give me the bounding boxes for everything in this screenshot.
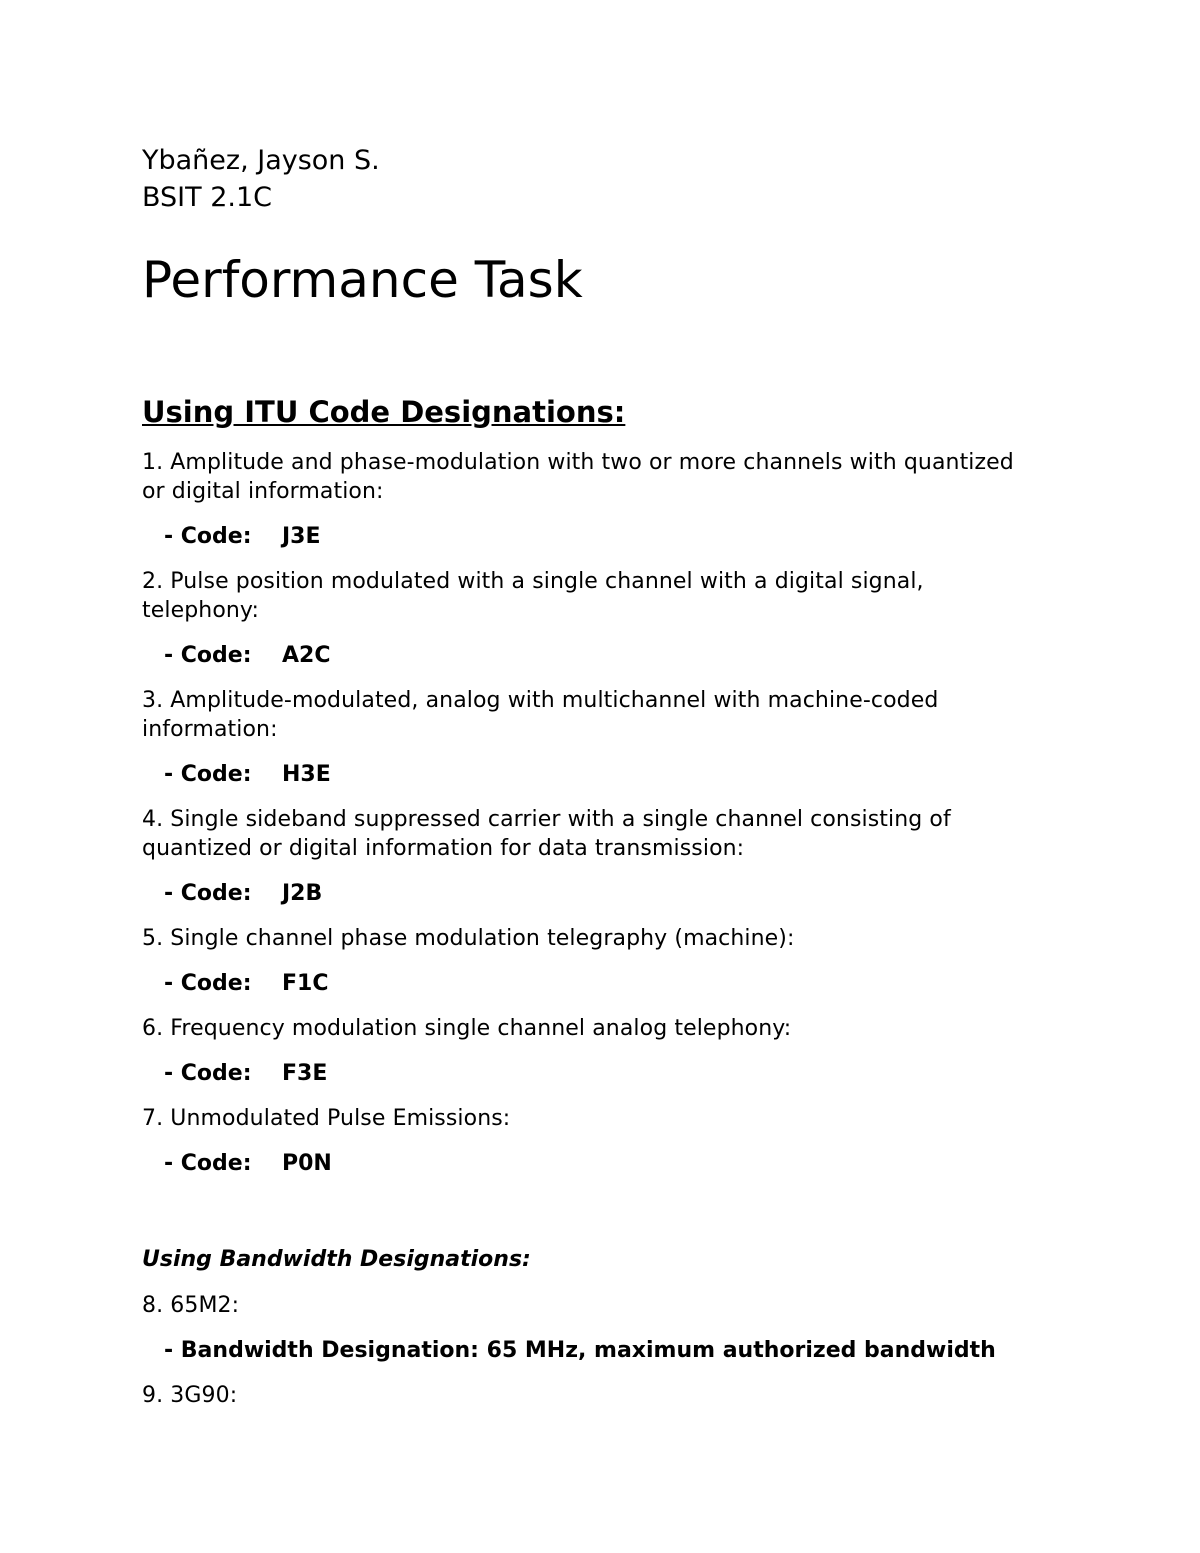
student-class: BSIT 2.1C <box>142 182 273 213</box>
answer-7 <box>164 1149 1042 1178</box>
answer-3 <box>164 760 1042 789</box>
itu-items <box>142 448 1042 1194</box>
answer-5 <box>164 969 1042 998</box>
code-label: - Code: <box>164 1061 252 1086</box>
question-2: 2. Pulse position modulated with a single channel with a digital signal, telephony: <box>142 569 924 623</box>
question-5: 5. Single channel phase modulation telegraphy (machine): <box>142 926 795 951</box>
code-label: - Code: <box>164 971 252 996</box>
answer-code: F3E <box>282 1061 328 1086</box>
question-1: 1. Amplitude and phase-modulation with two or more channels with quantized or digital information: <box>142 450 1014 504</box>
answer-code: H3E <box>282 762 331 787</box>
student-name: Ybañez, Jayson S. <box>142 145 380 176</box>
answer-code: P0N <box>282 1151 332 1176</box>
code-label: - Code: <box>164 643 252 668</box>
bandwidth-items <box>142 1291 1102 1410</box>
document-title: Performance Task <box>142 251 583 309</box>
code-label: - Code: <box>164 762 252 787</box>
code-label: - Code: <box>164 881 252 906</box>
answer-code: A2C <box>282 643 331 668</box>
answer-4 <box>164 879 1042 908</box>
answer-8: - Bandwidth Designation: 65 MHz, maximum authorized bandwidth <box>164 1338 996 1363</box>
answer-2 <box>164 641 1042 670</box>
itu-section-heading: Using ITU Code Designations: <box>142 395 626 429</box>
answer-code: J2B <box>282 881 323 906</box>
question-4: 4. Single sideband suppressed carrier with a single channel consisting of quantized or digital information for data transmission: <box>142 807 951 861</box>
question-7: 7. Unmodulated Pulse Emissions: <box>142 1106 511 1131</box>
question-6: 6. Frequency modulation single channel analog telephony: <box>142 1016 792 1041</box>
question-9: 9. 3G90: <box>142 1383 238 1408</box>
answer-code: J3E <box>282 524 321 549</box>
question-8: 8. 65M2: <box>142 1293 240 1318</box>
answer-code: F1C <box>282 971 329 996</box>
code-label: - Code: <box>164 1151 252 1176</box>
code-label: - Code: <box>164 524 252 549</box>
question-3: 3. Amplitude-modulated, analog with multichannel with machine-coded information: <box>142 688 939 742</box>
answer-6 <box>164 1059 1042 1088</box>
bandwidth-section-heading: Using Bandwidth Designations: <box>142 1247 531 1272</box>
answer-1 <box>164 522 1042 551</box>
